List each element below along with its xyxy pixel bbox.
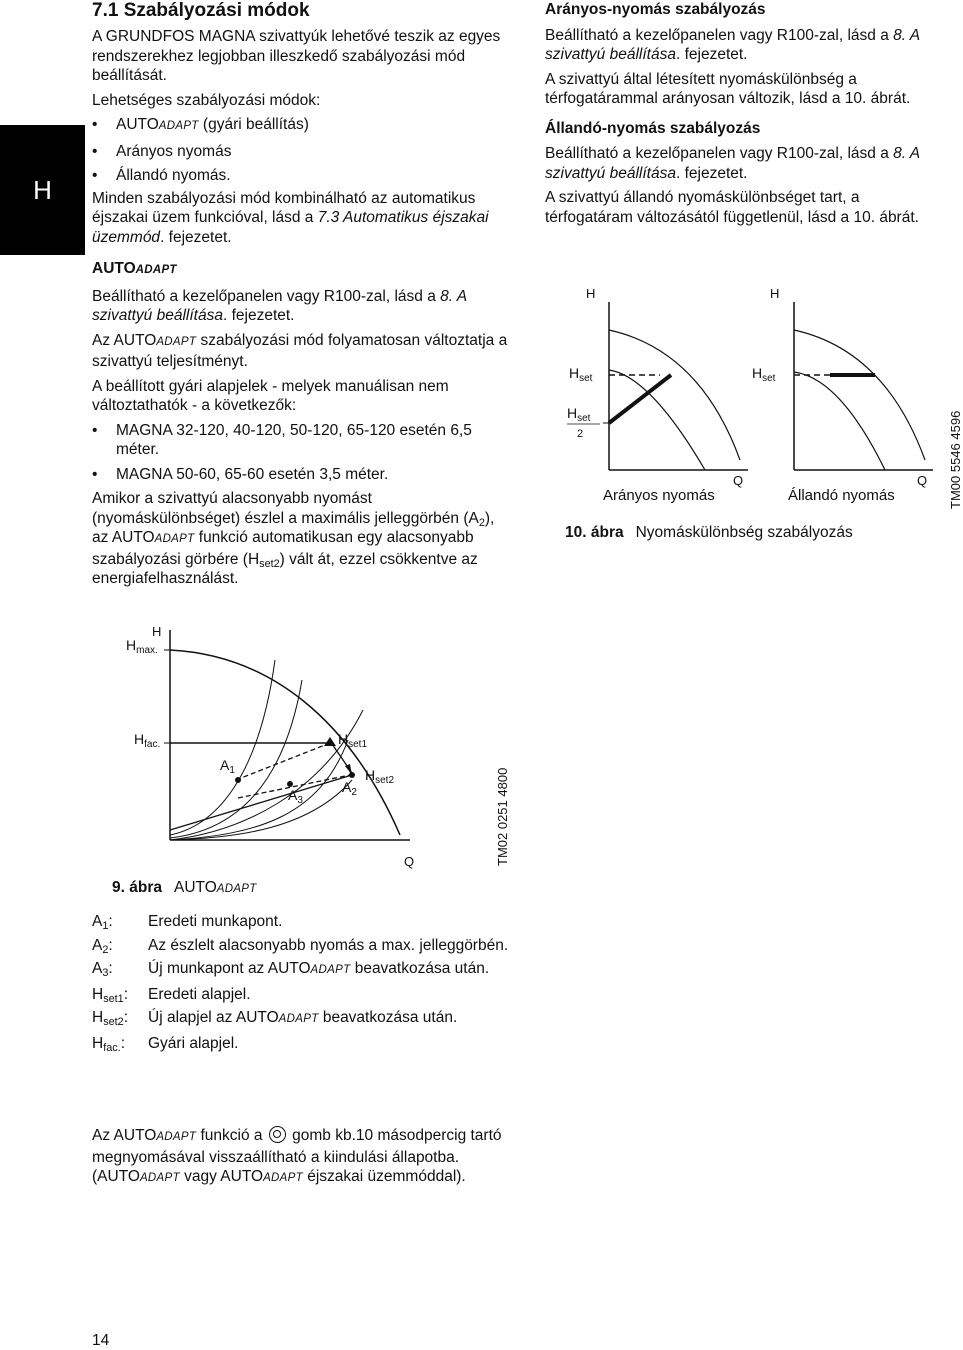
fig10-left-axis-q: Q xyxy=(733,473,744,488)
legend-row: $A_2$: Az észlelt alacsonyabb nyomás a max. jelleggörbén. xyxy=(92,936,509,956)
fig9-hfac-label: $H_{fac.}$ xyxy=(134,731,161,750)
fig9-hmax-label: $H_{max.}$ xyxy=(126,637,158,656)
mode-item: • Állandó nyomás. xyxy=(92,166,512,186)
fig10-hset2-label: $H_{set}$ xyxy=(567,405,591,424)
fig9-a3-label: $A_3$ xyxy=(288,787,303,806)
fig9-a2-label: $A_2$ xyxy=(342,779,357,798)
setpoint-item: • MAGNA 50-60, 65-60 esetén 3,5 méter. xyxy=(92,465,512,485)
chapter-reference: 8. A szivattyú beállítása xyxy=(545,26,920,63)
fig10-right-axis-h: H xyxy=(770,286,780,301)
fig10-hset2-denominator: 2 xyxy=(577,428,584,440)
fig10-left-label: Arányos nyomás xyxy=(603,487,715,504)
fig9-hset2-label: $H_{set2}$ xyxy=(365,767,395,786)
fig10-right-label: Állandó nyomás xyxy=(788,487,895,504)
autoadapt-p3: A beállított gyári alapjelek - melyek manuálisan nem változtathatók - a következők: xyxy=(92,377,449,414)
fig9-hset2-line xyxy=(170,775,352,830)
section-title: 7.1 Szabályozási módok xyxy=(92,0,310,21)
language-tab xyxy=(0,125,85,255)
chapter-reference: 8. A szivattyú beállítása xyxy=(545,145,920,182)
fig9-system-curve xyxy=(170,780,352,840)
modes-label: Lehetséges szabályozási módok: xyxy=(92,91,321,109)
language-tab-letter: H xyxy=(33,174,52,205)
chapter-reference: 7.3 Automatikus éjszakai üzemmód xyxy=(92,209,489,246)
fig10-left-axis-h: H xyxy=(586,286,596,301)
autoadapt-heading: AUTOADAPT xyxy=(92,260,177,277)
mode-item: • Arányos nyomás xyxy=(92,142,512,162)
figure-9-diagram xyxy=(120,620,420,870)
autoadapt-p1: Beállítható a kezelőpanelen vagy R100-zal, lásd a 8. A szivattyú beállítása. fejezetet. xyxy=(92,287,467,324)
pump-button-icon xyxy=(269,1126,286,1143)
figure-9-legend xyxy=(92,912,532,1057)
modes-list xyxy=(92,115,512,186)
fig9-axis-h: H xyxy=(152,624,162,639)
fig9-point-a2 xyxy=(349,772,355,778)
page-number: 14 xyxy=(92,1332,110,1349)
setpoint-item: • MAGNA 32-120, 40-120, 50-120, 65-120 esetén 6,5 méter. xyxy=(92,421,512,460)
fig9-hset1-label: $H_{set1}$ xyxy=(338,731,368,750)
legend-row: $H_{fac.}$: Gyári alapjel. xyxy=(92,1034,239,1054)
figure-9-caption: 9. ábra AUTOADAPT xyxy=(112,879,257,896)
fig10-right-hset-label: $H_{set}$ xyxy=(752,365,776,384)
fig9-point-a1 xyxy=(235,777,241,783)
constant-heading: Állandó-nyomás szabályozás xyxy=(545,119,761,137)
legend-row: $A_3$: Új munkapont az AUTOADAPT beavatkozása után. xyxy=(92,960,490,979)
right-column xyxy=(545,0,945,232)
figure-10-diagram xyxy=(540,280,940,510)
legend-row: $A_1$: Eredeti munkapont. xyxy=(92,913,283,932)
figure-10-caption: 10. ábra Nyomáskülönbség szabályozás xyxy=(565,524,853,541)
chapter-reference: 8. A szivattyú beállítása xyxy=(92,287,467,324)
proportional-p1: Beállítható a kezelőpanelen vagy R100-zal, lásd a 8. A szivattyú beállítása. fejezetet. xyxy=(545,26,920,63)
setpoint-list xyxy=(92,421,512,485)
fig10-right-max-curve xyxy=(794,330,925,460)
legend-row: $H_{set1}$: Eredeti alapjel. xyxy=(92,985,251,1005)
figure-10-code: TM00 5546 4596 xyxy=(948,410,963,509)
fig10-right-axis-q: Q xyxy=(917,473,928,488)
fig10-left-prop-line xyxy=(609,375,671,423)
fig9-system-curve xyxy=(170,680,302,838)
legend-row: $H_{set2}$: Új alapjel az AUTOADAPT beavatkozása után. xyxy=(92,1009,458,1028)
left-column xyxy=(92,0,512,594)
fig10-left-max-curve xyxy=(609,330,740,460)
fig9-hset1-marker xyxy=(324,737,336,746)
proportional-heading: Arányos-nyomás szabályozás xyxy=(545,1,766,18)
combine-paragraph: Minden szabályozási mód kombinálható az automatikus éjszakai üzem funkcióval, lásd a 7.3 Automatikus éjszakai üzemmód. fejezetet. xyxy=(92,189,489,246)
intro-paragraph: A GRUNDFOS MAGNA szivattyúk lehetővé teszik az egyes rendszerekhez legjobban illeszkedő szabályozási mód beállítását. xyxy=(92,28,501,84)
mode-item: • AUTOADAPT (gyári beállítás) xyxy=(92,115,512,137)
reset-note: Az AUTOADAPT funkció a gomb kb.10 másodpercig tartó megnyomásával visszaállítható a kiindulási állapotba. (AUTOADAPT vagy AUTOADAPT éjszakai üzemmóddal). xyxy=(92,1127,502,1185)
constant-p1: Beállítható a kezelőpanelen vagy R100-zal, lásd a 8. A szivattyú beállítása. fejezetet. xyxy=(545,145,920,182)
autoadapt-p2: Az AUTOADAPT szabályozási mód folyamatosan változtatja a szivattyú teljesítményt. xyxy=(92,331,508,370)
fig10-hset-label: $H_{set}$ xyxy=(569,365,593,384)
proportional-p2: A szivattyú által létesített nyomáskülönbség a térfogatárammal arányosan változik, lásd a 10. ábrát. xyxy=(545,70,911,107)
autoadapt-p4: Amikor a szivattyú alacsonyabb nyomást (nyomáskülönbséget) észlel a maximális jelleggörbén $(A_2)$, az AUTOADAPT funkció automatikusan egy alacsonyabb szabályozási görbére $(H_{set2})$ vált át, ezzel csökkentve az energiafelhasználást. xyxy=(92,490,495,587)
fig9-axis-q: Q xyxy=(404,854,415,869)
figure-9-code: TM02 0251 4800 xyxy=(495,767,510,866)
fig10-right-pump-curve xyxy=(794,372,885,470)
fig9-system-curve xyxy=(170,660,275,835)
fig9-a1-label: $A_1$ xyxy=(220,757,235,776)
constant-p2: A szivattyú állandó nyomáskülönbséget tart, a térfogatáram változásától függetlenül, lásd a 10. ábrát. xyxy=(545,189,919,226)
